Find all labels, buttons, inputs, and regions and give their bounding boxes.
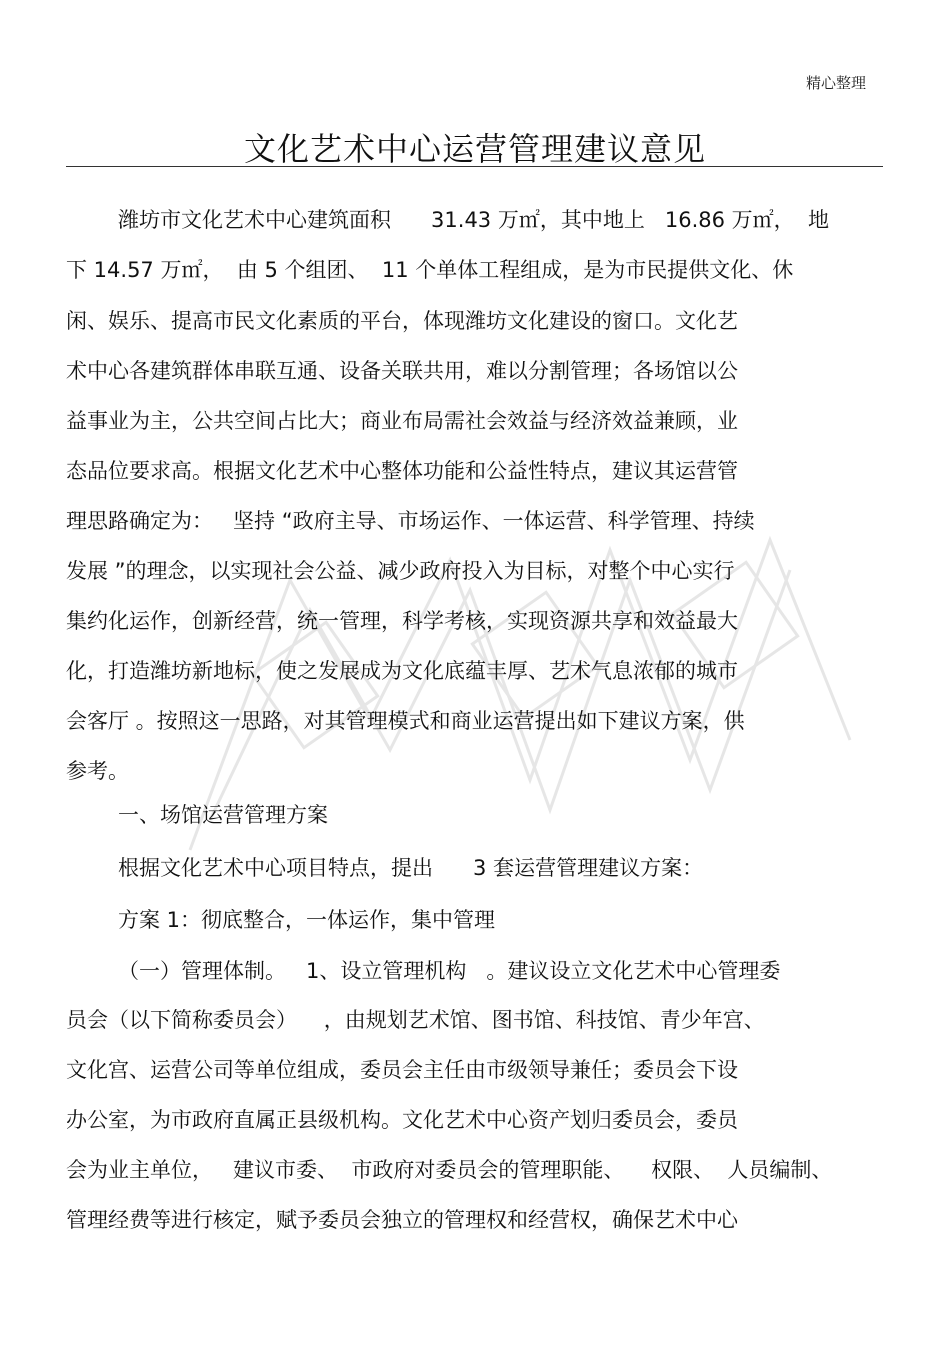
paragraph-line: 益事业为主，公共空间占比大；商业布局需社会效益与经济效益兼顾，业 xyxy=(66,409,738,433)
paragraph-line: （一）管理体制。 1、设立管理机构 。建议设立文化艺术中心管理委 xyxy=(118,959,781,983)
section-heading: 一、场馆运营管理方案 xyxy=(118,803,328,827)
paragraph-line: 闲、娱乐、提高市民文化素质的平台，体现潍坊文化建设的窗口。文化艺 xyxy=(66,309,738,333)
paragraph-line: 会客厅 。按照这一思路，对其管理模式和商业运营提出如下建议方案，供 xyxy=(66,709,745,733)
paragraph-line: 术中心各建筑群体串联互通、设备关联共用，难以分割管理；各场馆以公 xyxy=(66,359,738,383)
header-note: 精心整理 xyxy=(806,74,867,92)
paragraph-line: 化，打造潍坊新地标，使之发展成为文化底蕴丰厚、艺术气息浓郁的城市 xyxy=(66,659,738,683)
paragraph-line: 员会（以下简称委员会） ，由规划艺术馆、图书馆、科技馆、青少年宫、 xyxy=(66,1008,765,1032)
paragraph-line: 理思路确定为： 坚持 “政府主导、市场运作、一体运营、科学管理、持续 xyxy=(66,509,755,533)
paragraph-line: 发展 ”的理念，以实现社会公益、减少政府投入为目标，对整个中心实行 xyxy=(66,559,735,583)
paragraph-line: 文化宫、运营公司等单位组成，委员会主任由市级领导兼任；委员会下设 xyxy=(66,1058,738,1082)
paragraph-line: 会为业主单位， 建议市委、 市政府对委员会的管理职能、 权限、 人员编制、 xyxy=(66,1158,833,1182)
paragraph-line: 潍坊市文化艺术中心建筑面积 31.43 万㎡，其中地上 16.86 万㎡， 地 xyxy=(118,208,830,232)
title-divider xyxy=(66,166,883,167)
paragraph-line: 下 14.57 万㎡， 由 5 个组团、 11 个单体工程组成，是为市民提供文化、休 xyxy=(66,258,794,282)
paragraph-line: 管理经费等进行核定，赋予委员会独立的管理权和经营权，确保艺术中心 xyxy=(66,1208,738,1232)
page-title: 文化艺术中心运营管理建议意见 xyxy=(243,130,706,168)
paragraph-line: 集约化运作，创新经营，统一管理，科学考核，实现资源共享和效益最大 xyxy=(66,609,738,633)
paragraph-line: 态品位要求高。根据文化艺术中心整体功能和公益性特点，建议其运营管 xyxy=(66,459,738,483)
paragraph-line: 办公室，为市政府直属正县级机构。文化艺术中心资产划归委员会，委员 xyxy=(66,1108,738,1132)
paragraph-line: 根据文化艺术中心项目特点，提出 3 套运营管理建议方案： xyxy=(118,856,704,880)
subsection-heading: 方案 1：彻底整合，一体运作，集中管理 xyxy=(118,908,496,932)
paragraph-line: 参考。 xyxy=(66,759,129,783)
